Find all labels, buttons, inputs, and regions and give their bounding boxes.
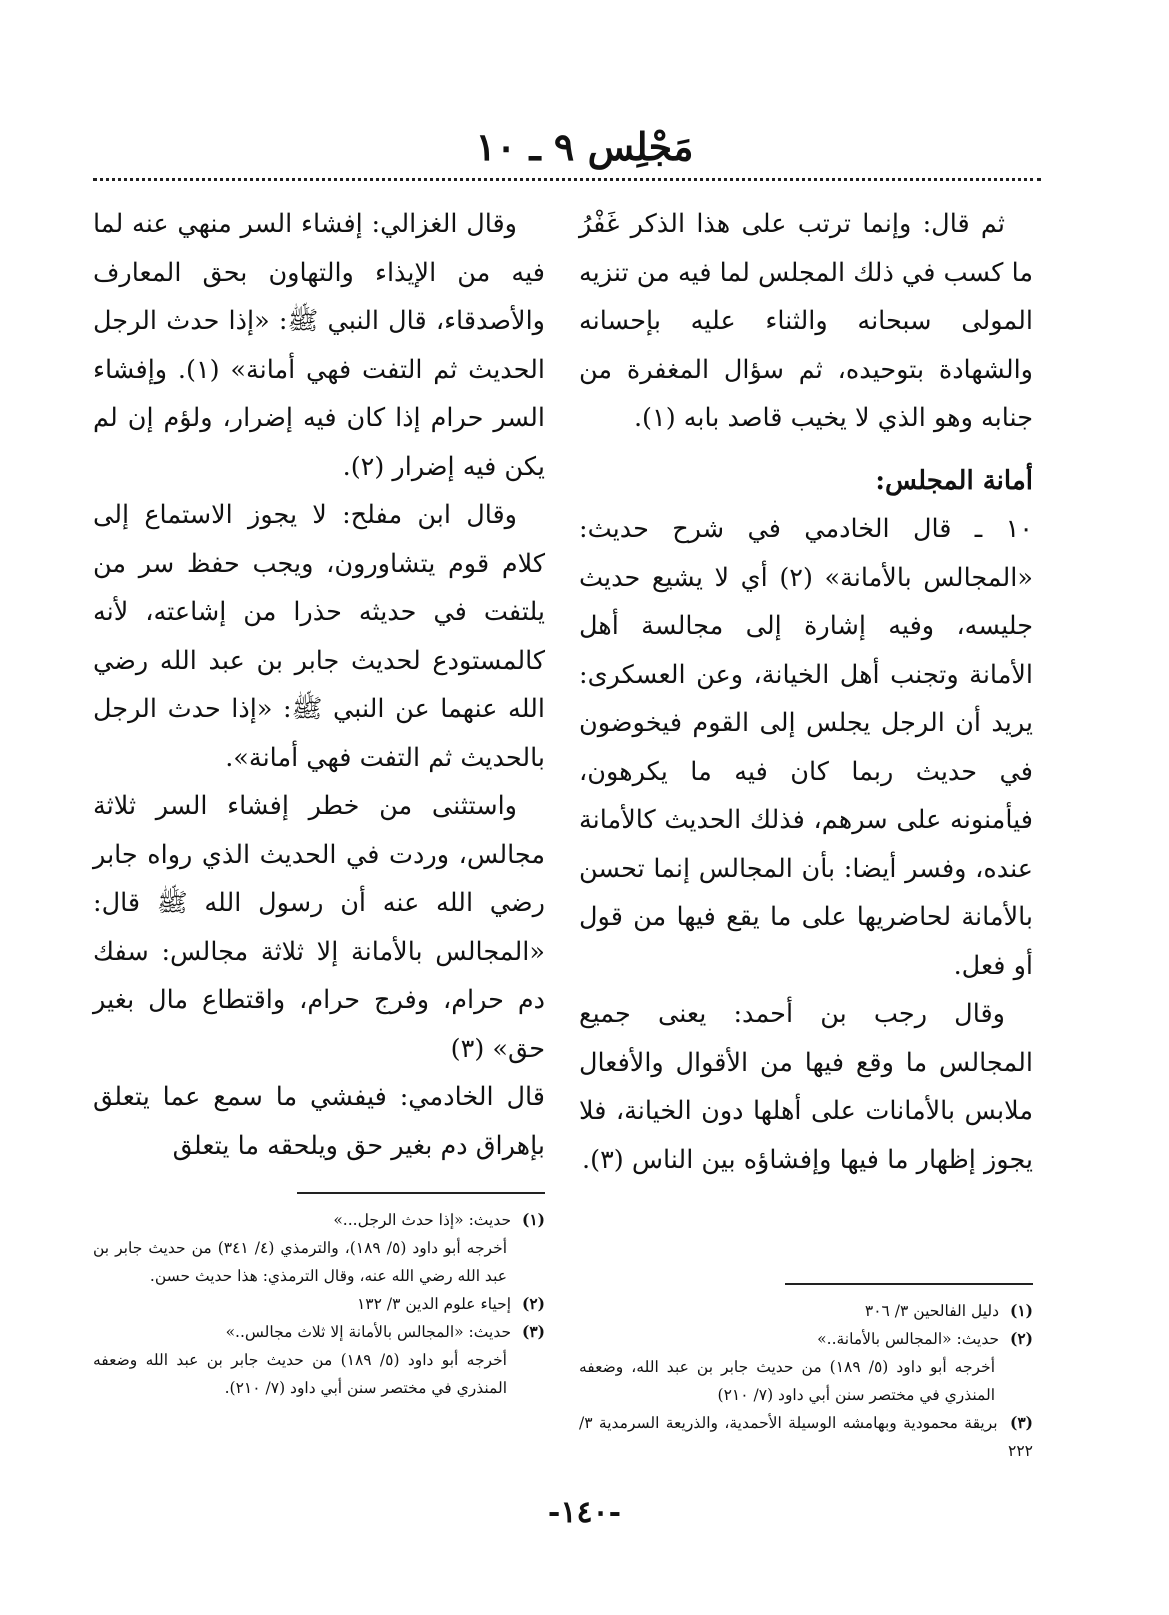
left-paragraph-3: واستثنى من خطر إفشاء السر ثلاثة مجالس، وردت في الحديث الذي رواه جابر رضي الله عنه أن رسول الله ﷺ قال: «المجالس بالأمانة إلا ثلاثة مجالس: سفك دم حرام، وفرج حرام، واقتطاع مال بغير حق» (٣) [93,791,545,1064]
footnote-item [579,1325,1033,1353]
footnotes-right [579,1283,1033,1465]
footnote-text: حديث: «المجالس بالأمانة..» [817,1330,1000,1348]
section-title-majlis-amana: أمانة المجلس: [875,465,1033,496]
footnote-item [93,1206,545,1234]
footnotes-left [93,1192,545,1402]
footnote-number: (١) [521,1210,545,1229]
footnote-continuation: أخرجه أبو داود (٥/ ١٨٩)، والترمذي (٤/ ٣٤١) من حديث جابر بن عبد الله رضي الله عنه، وقال الترمذي: هذا حديث حسن. [93,1239,508,1285]
footnote-item [579,1409,1033,1465]
page-number: -١٤٠- [547,1495,622,1530]
footnote-text: حديث: «إذا حدث الرجل...» [333,1211,512,1229]
footnote-text: حديث: «المجالس بالأمانة إلا ثلاث مجالس..» [225,1323,512,1341]
footnote-number: (٢) [1009,1329,1033,1348]
left-paragraph-2: وقال ابن مفلح: لا يجوز الاستماع إلى كلام قوم يتشاورون، ويجب حفظ سر من يلتفت في حديثه حذرا من إشاعته، لأنه كالمستودع لحديث جابر بن عبد الله رضي الله عنهما عن النبي ﷺ: «إذا حدث الرجل بالحديث ثم التفت فهي أمانة». [93,500,545,773]
footnote-item [93,1318,545,1346]
footnote-item [93,1290,545,1318]
right-paragraph-2: ١٠ ـ قال الخادمي في شرح حديث: «المجالس بالأمانة» (٢) أي لا يشيع حديث جليسه، وفيه إشارة إلى مجالسة أهل الأمانة وتجنب أهل الخيانة، وعن العسكرى: يريد أن الرجل يجلس إلى القوم فيخوضون في حديث ربما كان فيه ما يكرهون، فيأمنونه على سرهم، فذلك الحديث كالأمانة عنده، وفسر أيضا: بأن المجالس إنما تحسن بالأمانة لحاضريها على ما يقع فيها من قول أو فعل. [579,514,1033,981]
footnote-rule [785,1283,1033,1285]
footnote-text: بريقة محمودية وبهامشه الوسيلة الأحمدية، والذريعة السرمدية ٣/ ٢٢٢ [579,1414,1033,1460]
right-paragraph-3: وقال رجب بن أحمد: يعنى جميع المجالس ما وقع فيها من الأقوال والأفعال ملابس بالأمانات على أهلها دون الخيانة، فلا يجوز إظهار ما فيها وإفشاؤه بين الناس (٣). [579,999,1033,1175]
footnote-continuation: أخرجه أبو داود (٥/ ١٨٩) من حديث جابر بن عبد الله وضعفه المنذري في مختصر سنن أبي داود (٧/ ٢١٠). [93,1351,507,1397]
footnote-number: (٢) [521,1294,545,1313]
right-column [579,200,1033,1184]
header-dotted-rule [93,178,1041,181]
left-paragraph-4: قال الخادمي: فيفشي ما سمع عما يتعلق بإهراق دم بغير حق ويلحقه ما يتعلق [93,1082,545,1161]
footnote-text: إحياء علوم الدين ٣/ ١٣٢ [356,1295,512,1313]
page-header-title: مَجْلِس ٩ ـ ١٠ [475,124,694,169]
left-column [93,200,545,1170]
footnote-text: دليل الفالحين ٣/ ٣٠٦ [864,1302,1000,1320]
footnote-rule [297,1192,545,1194]
footnote-item [579,1297,1033,1325]
footnote-continuation: أخرجه أبو داود (٥/ ١٨٩) من حديث جابر بن عبد الله، وضعفه المنذري في مختصر سنن أبي داود (٧/ ٢١٠) [579,1358,995,1404]
footnote-number: (٣) [521,1322,545,1341]
footnote-number: (٣) [1009,1413,1033,1432]
left-paragraph-1: وقال الغزالي: إفشاء السر منهي عنه لما فيه من الإيذاء والتهاون بحق المعارف والأصدقاء، قال النبي ﷺ: «إذا حدث الرجل الحديث ثم التفت فهي أمانة» (١). وإفشاء السر حرام إذا كان فيه إضرار، ولؤم إن لم يكن فيه إضرار (٢). [93,209,545,482]
right-paragraph-1: ثم قال: وإنما ترتب على هذا الذكر غَفْرُ ما كسب في ذلك المجلس لما فيه من تنزيه المولى سبحانه والثناء عليه بإحسانه والشهادة بتوحيده، ثم سؤال المغفرة من جنابه وهو الذي لا يخيب قاصد بابه (١). [579,209,1033,433]
footnote-number: (١) [1009,1301,1033,1320]
